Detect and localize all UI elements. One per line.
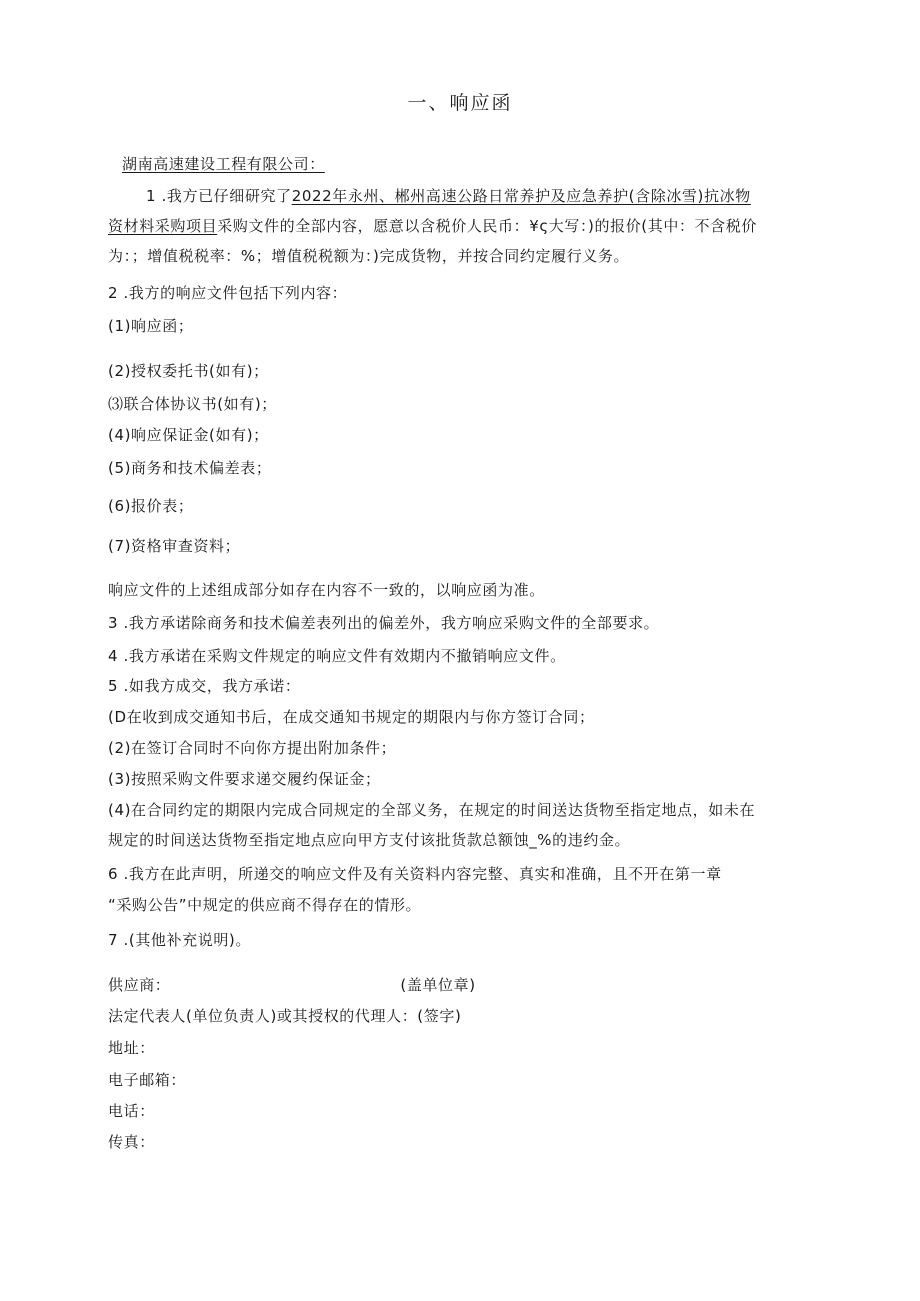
promise-1: (D在收到成交通知书后，在成交通知书规定的期限内与你方签订合同； xyxy=(108,708,595,726)
contents-item-7: (7)资格审查资料； xyxy=(108,537,241,555)
item-6-line-1: 6 .我方在此声明，所递交的响应文件及有关资料内容完整、真实和准确，且不开在第一章 xyxy=(108,865,722,883)
item-1-suffix: 采购文件的全部内容，愿意以含税价人民币：¥ς大写：)的报价(其中：不含税价 xyxy=(217,217,757,235)
addressee xyxy=(122,154,325,174)
promise-2: (2)在签订合同时不向你方提出附加条件； xyxy=(108,739,397,757)
address-line: 地址： xyxy=(108,1039,155,1057)
promise-4-line-1: (4)在合同约定的期限内完成合同规定的全部义务，在规定的时间送达货物至指定地点，如未在 xyxy=(108,801,756,819)
addressee-text: 湖南高速建设工程有限公司： xyxy=(122,155,325,173)
contents-item-5: (5)商务和技术偏差表； xyxy=(108,459,272,477)
contents-item-1: (1)响应函； xyxy=(108,317,194,335)
contents-item-2: (2)授权委托书(如有)； xyxy=(108,362,269,380)
page-title: 一、响应函 xyxy=(407,92,513,114)
phone-line: 电话： xyxy=(108,1102,155,1120)
supplier-line xyxy=(108,975,476,995)
promise-3: (3)按照采购文件要求递交履约保证金； xyxy=(108,770,381,788)
item-6-line-2: “采购公告”中规定的供应商不得存在的情形。 xyxy=(108,896,422,914)
email-line: 电子邮箱： xyxy=(108,1071,187,1089)
contents-note: 响应文件的上述组成部分如存在内容不一致的，以响应函为准。 xyxy=(108,581,545,599)
promise-4-line-2: 规定的时间送达货物至指定地点应向甲方支付该批货款总额蚀_%的违约金。 xyxy=(108,831,631,849)
project-name-part-2: 资材料采购项目 xyxy=(108,217,218,235)
item-1-prefix: 1 .我方已仔细研究了 xyxy=(146,187,292,205)
fax-line: 传真： xyxy=(108,1133,155,1151)
item-1-line-2 xyxy=(108,216,757,236)
contents-item-6: (6)报价表； xyxy=(108,497,194,515)
item-2: 2 .我方的响应文件包括下列内容： xyxy=(108,284,348,302)
item-1-line-3: 为：；增值税税率：%；增值税税额为：)完成货物，并按合同约定履行义务。 xyxy=(108,247,630,265)
item-5: 5 .如我方成交，我方承诺： xyxy=(108,677,301,695)
item-7: 7 .(其他补充说明)。 xyxy=(108,931,251,949)
contents-item-4: (4)响应保证金(如有)； xyxy=(108,426,269,444)
supplier-label: 供应商： xyxy=(108,976,171,994)
seal-label: (盖单位章) xyxy=(400,976,476,994)
item-1-line-1 xyxy=(146,186,751,206)
representative-line: 法定代表人(单位负责人)或其授权的代理人：(签字) xyxy=(108,1007,462,1025)
item-3: 3 .我方承诺除商务和技术偏差表列出的偏差外，我方响应采购文件的全部要求。 xyxy=(108,614,660,632)
contents-item-3: ⑶联合体协议书(如有)； xyxy=(108,395,277,413)
item-4: 4 .我方承诺在采购文件规定的响应文件有效期内不撤销响应文件。 xyxy=(108,647,566,665)
project-name-part-1: 2022年永州、郴州高速公路日常养护及应急养护(含除冰雪)抗冰物 xyxy=(291,187,751,205)
